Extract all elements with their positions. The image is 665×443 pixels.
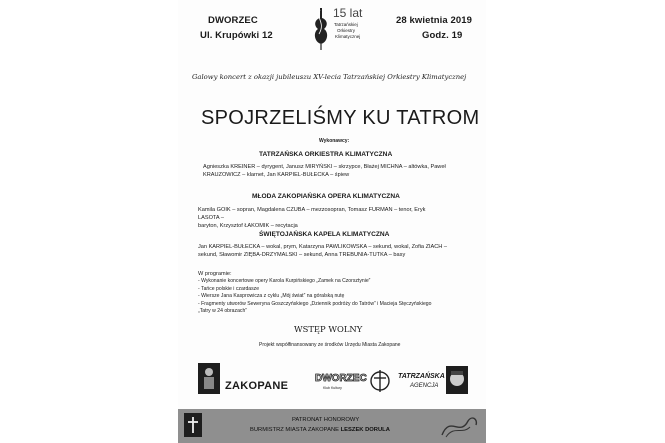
patronage-band [178,409,486,443]
venue-name: DWORZEC [208,15,258,26]
dworzec-logo-sub: Klub Kultury [323,386,342,390]
anniversary-badge [310,4,362,52]
tatrzanska-line-2: AGENCJA [410,383,439,389]
crest-cross-icon [184,413,202,437]
ensemble-members-3 [198,243,448,259]
ensemble-2-line-1: Kamila GOIK – sopran, Magdalena CZUBA – mezzosopran, Tomasz FURMAN – tenor, Eryk LASOTA – [198,207,426,221]
patronage-person: LESZEK DORULA [340,427,390,433]
ensemble-name-3: ŚWIĘTOJAŃSKA KAPELA KLIMATYCZNA [259,231,390,238]
radio-logo [446,366,468,394]
dworzec-logo-text: DWORZEC [315,373,367,384]
cross-emblem-icon [369,368,391,394]
badge-years: 15 lat [333,6,363,20]
city-crest [184,413,202,437]
tatrzanska-line-1: TATRZAŃSKA [398,373,445,380]
patronage-heading: PATRONAT HONOROWY [292,417,360,423]
program-list [198,278,431,316]
tatrzanska-agencja-logo [398,371,445,393]
concert-title: SPOJRZELIŚMY KU TATROM [201,107,480,129]
concert-time: Godz. 19 [422,30,463,41]
ensemble-3-line-2: sekund, Sławomir ZIĘBA-DRZYMALSKI – sekund, Anna TREBUNIA-TUTKA – basy [198,252,406,258]
free-entry: WSTĘP WOLNY [294,324,363,334]
ensemble-name-1: TATRZAŃSKA ORKIESTRA KLIMATYCZNA [259,151,393,158]
program-item-1: - Wykonanie koncertowe opery Karola Kurpińskiego „Zamek na Czorsztynie” [198,278,371,284]
ensemble-3-line-1: Jan KARPIEL-BUŁECKA – wokal, prym, Katarzyna PAWLIKOWSKA – sekund, wokal, Zofia ZIACH – [198,244,448,250]
concert-subtitle: Galowy koncert z okazji jubileuszu XV-lecia Tatrzańskiej Orkiestry Klimatycznej [192,73,467,81]
zakopane-logo: ZAKOPANE [225,380,289,392]
musician-icon [198,363,220,394]
concert-poster [178,0,486,443]
trebunia-logo [198,363,220,394]
ensemble-members-2 [198,206,448,230]
funding-note: Projekt współfinansowany ze środków Urzędu Miasta Zakopane [259,342,401,348]
ensemble-2-line-2: baryton, Krzysztof ŁAKOMIK – recytacja [198,223,298,229]
program-item-4: - Fragmenty utworów Seweryna Goszczyńskiego „Dziennik podróży do Tatrów” i Macieja Stęczyńskiego [198,300,432,307]
ensemble-members-1 [203,163,453,179]
face-emblem-icon [446,366,468,394]
ensemble-name-2: MŁODA ZAKOPIAŃSKA OPERA KLIMATYCZNA [252,193,400,200]
ensemble-1-line-2: KRAUZOWICZ – klarnet, Jan KARPIEL-BUŁECKA – śpiew [203,172,350,178]
parish-logo [369,368,391,394]
dworzec-logo [315,371,367,393]
program-label: W programie: [198,271,232,277]
concert-date: 28 kwietnia 2019 [396,15,473,26]
program-item-3: - Wiersze Jana Kasprowicza z cyklu „Mój świat” na góralską nutę [198,293,345,300]
badge-line-2: Orkiestry [337,28,355,33]
venue-address: Ul. Krupówki 12 [200,30,273,41]
ensemble-1-line-1: Agnieszka KREINER – dyrygent, Janusz MIRYŃSKI – skrzypce, Błażej MICHNA – altówka, Paweł [203,164,446,170]
badge-line-3: Klimatycznej [335,34,361,39]
patronage-line [250,427,390,433]
program-item-5: „Tatry w 24 obrazach” [198,308,247,315]
badge-line-1: Tatrzańskiej [334,22,358,27]
program-item-2: - Tańce polskie i czardasze [198,285,260,292]
flourish-ornament-icon [440,413,480,439]
patronage-role: BURMISTRZ MIASTA ZAKOPANE [250,427,341,433]
performers-label: Wykonawcy: [319,138,350,144]
